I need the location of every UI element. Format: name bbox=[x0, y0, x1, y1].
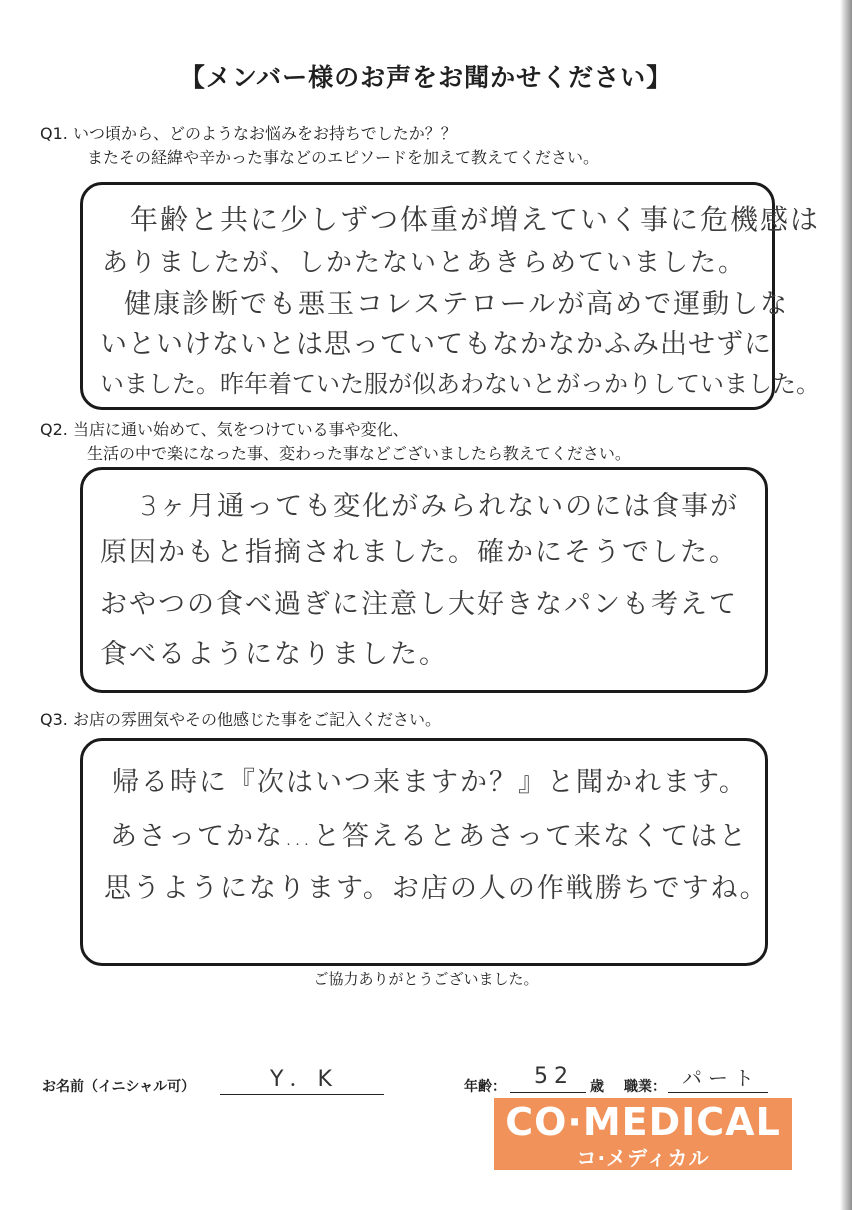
question-1-label-2: またその経緯や辛かった事などのエピソードを加えて教えてください。 bbox=[87, 148, 600, 167]
question-2-label-2: 生活の中で楽になった事、変わった事などございましたら教えてください。 bbox=[87, 444, 631, 463]
answer-1-line-5: いました。昨年着ていた服が似あわないとがっかりしていました。 bbox=[100, 370, 820, 398]
thanks-message: ご協力ありがとうございました。 bbox=[313, 970, 539, 988]
age-unit: 歳 bbox=[590, 1079, 604, 1095]
answer-2-line-2: 原因かもと指摘されました。確かにそうでした。 bbox=[100, 537, 738, 568]
answer-1-line-1: 年齢と共に少しずつ体重が増えていく事に危機感は bbox=[130, 203, 821, 236]
answer-3-line-1: 帰る時に『次はいつ来ますか？』と聞かれます。 bbox=[112, 767, 748, 798]
name-value: Y．K bbox=[270, 1067, 338, 1092]
name-underline bbox=[220, 1094, 384, 1095]
age-label: 年齢： bbox=[464, 1079, 506, 1095]
question-2 bbox=[40, 418, 631, 466]
age-underline bbox=[510, 1092, 586, 1093]
question-2-label: Q2. 当店に通い始めて、気をつけている事や変化、 bbox=[40, 420, 409, 439]
logo-text-en: CO·MEDICAL bbox=[505, 1100, 781, 1144]
name-label: お名前（イニシャル可） bbox=[42, 1079, 196, 1095]
question-1-label: Q1. いつ頃から、どのようなお悩みをお持ちでしたか？？ bbox=[40, 124, 457, 143]
answer-1-line-2: ありましたが、しかたないとあきらめていました。 bbox=[102, 248, 747, 278]
answer-3-line-2: あさってかな…と答えるとあさって来なくてはと bbox=[110, 821, 748, 852]
co-medical-logo bbox=[494, 1098, 792, 1170]
age-value: 52 bbox=[534, 1064, 574, 1089]
answer-1-line-3: 健康診断でも悪玉コレステロールが高めで運動しな bbox=[124, 289, 790, 320]
scan-edge bbox=[840, 0, 852, 1210]
question-1 bbox=[40, 122, 599, 170]
answer-1-line-4: いといけないとは思っていてもなかなかふみ出せずに bbox=[100, 329, 772, 360]
logo-text-jp: コ·メディカル bbox=[576, 1146, 710, 1170]
job-label: 職業： bbox=[624, 1079, 666, 1095]
job-underline bbox=[668, 1092, 768, 1093]
answer-2-line-3: おやつの食べ過ぎに注意し大好きなパンも考えて bbox=[100, 589, 738, 620]
question-3 bbox=[40, 708, 441, 732]
answer-2-line-4: 食べるようになりました。 bbox=[100, 639, 448, 670]
answer-3-line-3: 思うようになります。お店の人の作戦勝ちですね。 bbox=[104, 873, 769, 904]
question-3-label: Q3. お店の雰囲気やその他感じた事をご記入ください。 bbox=[40, 710, 441, 729]
job-value: パート bbox=[682, 1066, 760, 1090]
answer-2-line-1: 3ヶ月通っても変化がみられないのには食事が bbox=[140, 491, 740, 522]
page-title: 【メンバー様のお声をお聞かせください】 bbox=[179, 63, 673, 92]
